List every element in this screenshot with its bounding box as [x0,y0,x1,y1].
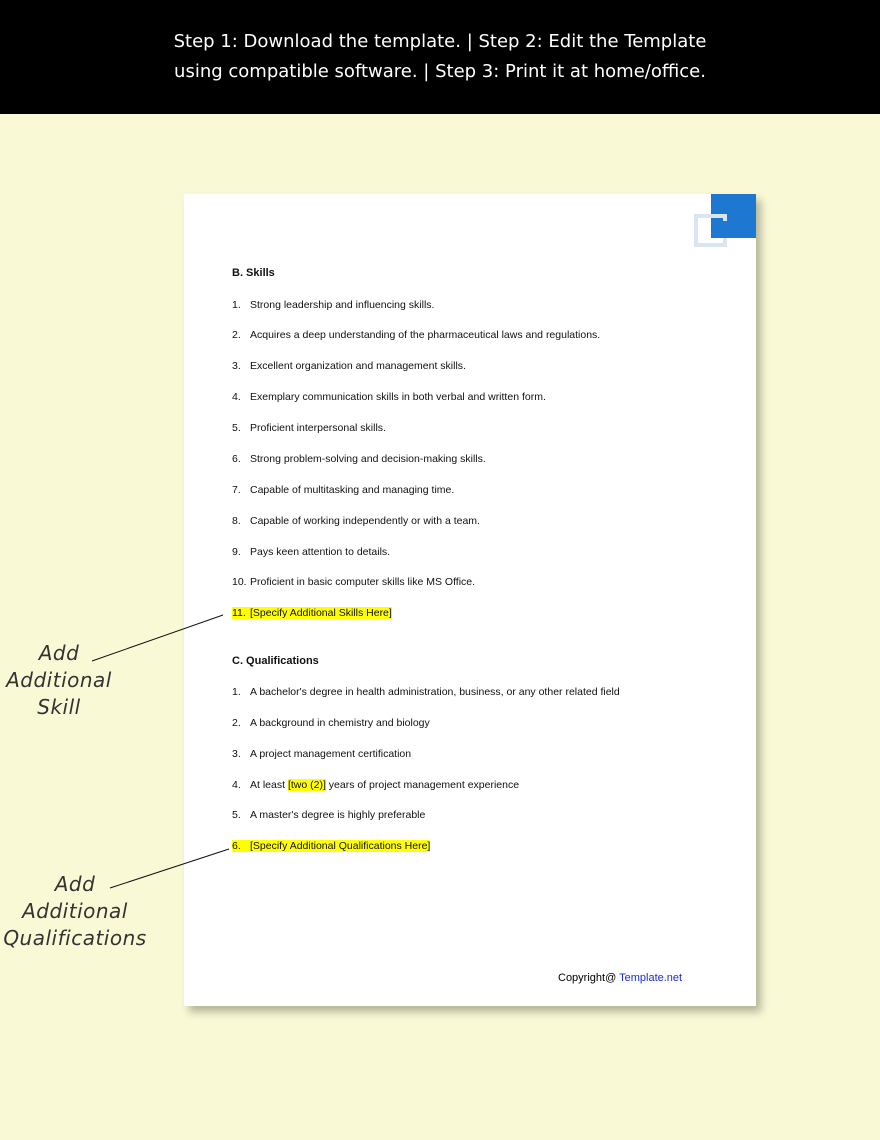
instruction-banner [0,0,880,114]
template-net-link[interactable]: Template.net [619,972,683,984]
skill-item: 3. Excellent organization and management skills. [232,360,466,372]
skill-item-placeholder[interactable]: 11. [Specify Additional Skills Here] [232,607,392,619]
banner-line-2: using compatible software. | Step 3: Print it at home/office. [174,61,706,82]
corner-overlap-square-icon [711,221,728,238]
qualification-item-placeholder[interactable]: 6. [Specify Additional Qualifications Here] [232,840,431,852]
add-skill-callout: Add Additional Skill [6,641,112,719]
skill-item: 7. Capable of multitasking and managing time. [232,484,455,496]
skill-item: 8. Capable of working independently or with a team. [232,515,480,527]
skills-heading: B. Skills [232,267,275,279]
banner-line-1: Step 1: Download the template. | Step 2: Edit the Template [173,31,707,52]
years-placeholder[interactable]: [two (2)] [287,779,326,791]
qualification-item: 1. A bachelor's degree in health administration, business, or any other related field [232,686,620,698]
skill-item: 4. Exemplary communication skills in both verbal and written form. [232,391,546,403]
skill-item: 1. Strong leadership and influencing skills. [232,299,435,311]
qualification-item: 5. A master's degree is highly preferable [232,809,426,821]
qualification-item: 3. A project management certification [232,748,412,760]
document-page [184,194,756,1006]
skill-item: 6. Strong problem-solving and decision-making skills. [232,453,486,465]
copyright-footer: Copyright@ Template.net [558,972,683,984]
skill-item: 5. Proficient interpersonal skills. [232,422,386,434]
add-qualifications-callout: Add Additional Qualifications [3,872,147,950]
qualification-item: 2. A background in chemistry and biology [232,717,430,729]
skill-item: 9. Pays keen attention to details. [232,546,391,558]
skill-item: 10. Proficient in basic computer skills like MS Office. [232,576,476,588]
qualifications-heading: C. Qualifications [232,655,319,667]
qualification-item: 4. At least [two (2)] years of project management experience [232,779,520,791]
skill-item: 2. Acquires a deep understanding of the pharmaceutical laws and regulations. [232,329,601,341]
